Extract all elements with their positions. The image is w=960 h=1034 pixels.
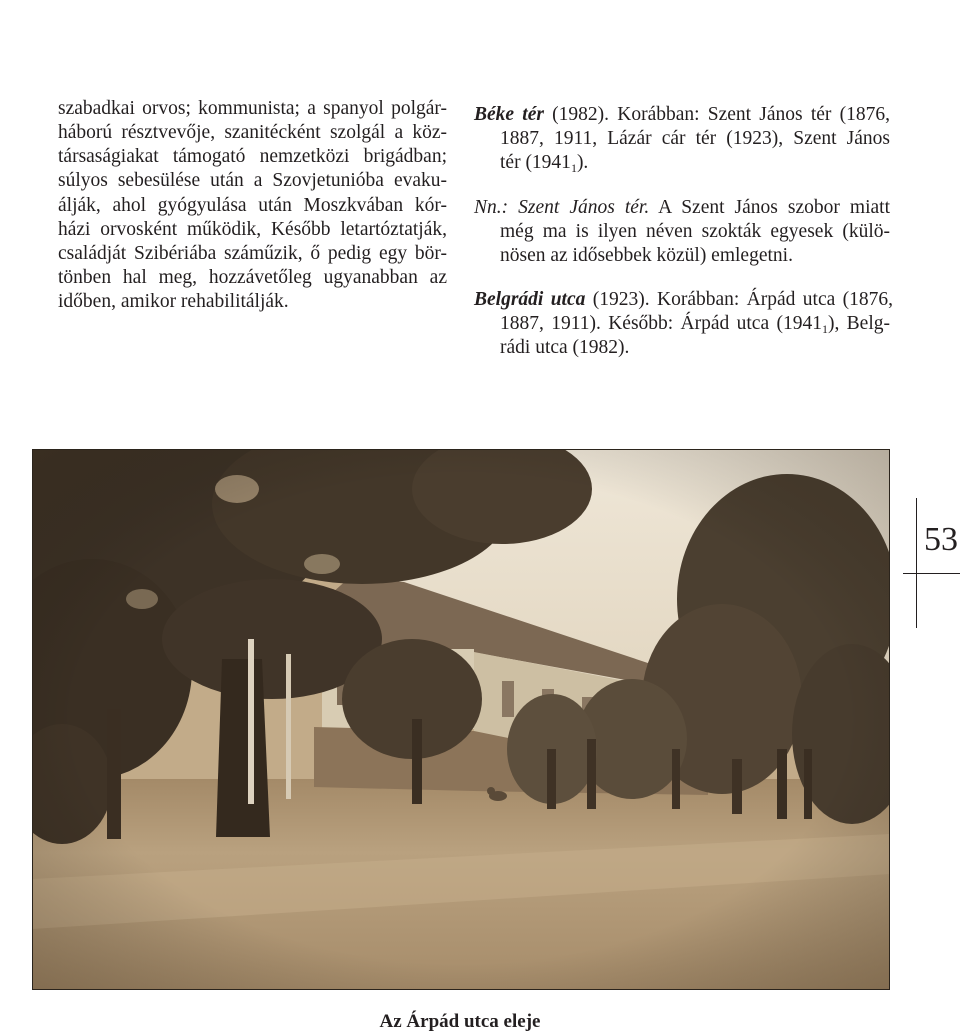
photo-drawing: [32, 449, 890, 990]
entry-beke-ter-line-2: 1887, 1911, Lázár cár tér (1923), Szent János: [500, 128, 890, 149]
entry-heading: Nn.: Szent János tér.: [474, 197, 650, 218]
entry-nn-line-3: nösen az idősebbek közül) emlegetni.: [500, 245, 793, 266]
subscript: 1: [821, 322, 828, 336]
left-column-line: időben, amikor rehabilitálják.: [58, 291, 289, 312]
left-column-line: súlyos sebesülése után a Szovjetunióba evaku-: [58, 170, 447, 191]
entry-heading: Belgrádi utca: [474, 289, 586, 310]
photo-caption: Az Árpád utca eleje: [379, 1011, 541, 1032]
entry-belgradi-utca-line-2: [500, 312, 890, 336]
left-column-line: családját Szibériába száműzik, ő pedig egy bör-: [58, 243, 447, 264]
page-marker-horizontal-rule: [903, 573, 960, 574]
entry-text: 1887, 1911). Később: Árpád utca (1941: [500, 313, 822, 334]
entry-beke-ter-line-3: [500, 151, 890, 175]
entry-text: ), Belg-: [827, 313, 890, 334]
entry-belgradi-utca-line-3: rádi utca (1982).: [500, 337, 630, 358]
left-column-line: társaságiakat támogató nemzetközi brigádban;: [58, 146, 447, 167]
entry-beke-ter-line-1: [474, 103, 890, 127]
entry-belgradi-utca-line-1: [474, 288, 893, 312]
page-number: 53: [924, 521, 958, 558]
left-column-line: álják, ahol gyógyulása után Moszkvában kór-: [58, 195, 447, 216]
subscript: 1: [570, 161, 577, 175]
page-marker-vertical-rule: [916, 498, 917, 628]
entry-text: (1923). Korábban: Árpád utca (1876,: [585, 289, 893, 310]
left-column-line: tönben hal meg, hozzávetőleg ugyanabban az: [58, 267, 447, 288]
entry-nn-line-1: [474, 196, 890, 220]
historical-photograph: [32, 449, 890, 990]
entry-text: ).: [576, 152, 589, 173]
entry-text: tér (1941: [500, 152, 571, 173]
left-column-line: háború résztvevője, szanitécként szolgál a köz-: [58, 122, 447, 143]
entry-text: A Szent János szobor miatt: [649, 197, 891, 218]
entry-heading: Béke tér: [474, 104, 544, 125]
entry-text: (1982). Korábban: Szent János tér (1876,: [543, 104, 890, 125]
photo-vignette: [32, 449, 890, 990]
left-column-line: szabadkai orvos; kommunista; a spanyol polgár-: [58, 98, 447, 119]
left-column-line: házi orvosként működik, Később letartóztatják,: [58, 219, 447, 240]
entry-nn-line-2: még ma is ilyen néven szokták egyesek (külö-: [500, 221, 890, 242]
